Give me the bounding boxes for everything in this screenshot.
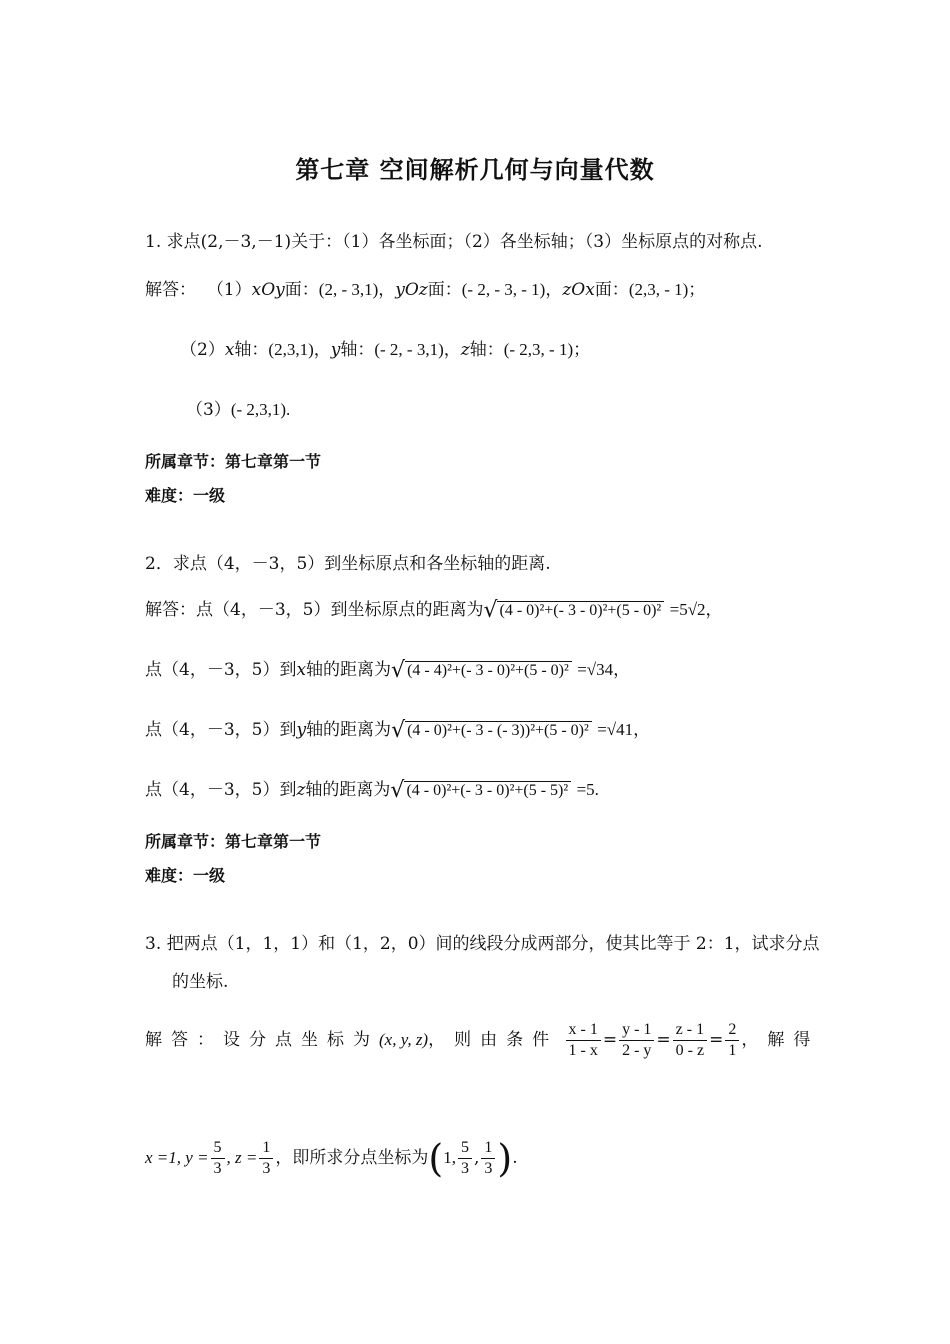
- yoz-result: (- 2, - 3, - 1): [461, 280, 546, 299]
- origin-result: (- 2,3,1).: [230, 400, 291, 419]
- q1-difficulty: 难度：一级: [145, 486, 226, 505]
- sqrt-expression: √ (4 - 0)²+(- 3 - (- 3))²+(5 - 0)²: [391, 718, 592, 743]
- fraction: $\frac{2}{1}$: [725, 1020, 739, 1061]
- q2-question: 2．求点（4，－3，5）到坐标原点和各坐标轴的距离.: [145, 554, 551, 574]
- q2-answer-line2: 点（4，－3，5）到x轴的距离为√ (4 - 4)²+(- 3 - 0)²+(5 - 0)² =√34，: [145, 658, 631, 683]
- q2-difficulty: 难度：一级: [145, 866, 226, 885]
- sqrt-expression: √ (4 - 4)²+(- 3 - 0)²+(5 - 0)²: [391, 658, 572, 683]
- distance-origin: =5√2: [669, 600, 706, 619]
- q2-answer-line4: 点（4，－3，5）到z轴的距离为√ (4 - 0)²+(- 3 - 0)²+(5 - 5)² =5.: [145, 778, 599, 803]
- fraction: $\frac{y - 1}{2 - y}$: [619, 1020, 654, 1061]
- distance-z-axis: =5.: [576, 780, 599, 799]
- q3-question-line2: 的坐标.: [172, 972, 229, 992]
- sqrt-expression: √ (4 - 0)²+(- 3 - 0)²+(5 - 0)²: [483, 598, 664, 623]
- q1-answer-line3: （3）(- 2,3,1).: [186, 400, 291, 420]
- fraction: $\frac{5}{3}$: [458, 1138, 472, 1179]
- distance-x-axis: =√34: [577, 660, 614, 679]
- fraction: $\frac{5}{3}$: [211, 1138, 225, 1179]
- q2-answer-line1: 解答：点（4，－3，5）到坐标原点的距离为√ (4 - 0)²+(- 3 - 0)²+(5 - 0)² =5√2，: [145, 598, 723, 623]
- answer-label: 解答：: [145, 280, 196, 300]
- q1-answer-line1: 解答： （1）xOy面：(2, - 3,1)，yOz面：(- 2, - 3, - 1)，zOx面：(2,3, - 1)；: [145, 280, 706, 300]
- chapter-title: 第七章 空间解析几何与向量代数: [295, 156, 655, 184]
- q3-answer-line2: x =1, y = $\frac{5}{3}$ , z = $\frac{1}{3}$ ，即所求分点坐标为(1, $\frac{5}{3}$ , $\frac{1}{3}$ ).: [145, 1136, 518, 1181]
- fraction: $\frac{z - 1}{0 - z}$: [673, 1020, 707, 1061]
- fraction: $\frac{1}{3}$: [259, 1138, 273, 1179]
- x-axis-result: (2,3,1): [268, 340, 314, 359]
- xoy-result: (2, - 3,1): [318, 280, 379, 299]
- distance-y-axis: =√41: [597, 720, 634, 739]
- q1-section: 所属章节：第七章第一节: [145, 452, 322, 471]
- plane-zox: zOx: [562, 280, 595, 300]
- point-xyz: (x, y, z): [379, 1030, 429, 1049]
- y-axis-result: (- 2, - 3,1): [374, 340, 444, 359]
- fraction: $\frac{1}{3}$: [481, 1138, 495, 1179]
- plane-xoy: xOy: [251, 280, 285, 300]
- q1-question: 1. 求点(2,－3,－1)关于：（1）各坐标面；（2）各坐标轴；（3）坐标原点的对称点.: [145, 232, 763, 252]
- plane-yoz: yOz: [395, 280, 428, 300]
- zox-result: (2,3, - 1): [628, 280, 689, 299]
- sqrt-expression: √ (4 - 0)²+(- 3 - 0)²+(5 - 5)²: [390, 778, 571, 803]
- q3-question-line1: 3. 把两点（1，1，1）和（1，2，0）间的线段分成两部分，使其比等于 2：1，试求分点: [145, 934, 820, 954]
- q2-section: 所属章节：第七章第一节: [145, 832, 322, 851]
- fraction: $\frac{x - 1}{1 - x}$: [566, 1020, 601, 1061]
- z-axis-result: (- 2,3, - 1): [503, 340, 574, 359]
- q3-answer-line1: 解答：设分点坐标为(x, y, z)，则由条件 $\frac{x - 1}{1 - x}$ = $\frac{y - 1}{2 - y}$ = $\frac{z - 1}{0 - z}$ = $\frac{2}{1}$ ，解得: [145, 1021, 820, 1059]
- q1-answer-line2: （2）x轴：(2,3,1)，y轴：(- 2, - 3,1)，z轴：(- 2,3, - 1)；: [180, 340, 591, 360]
- q2-answer-line3: 点（4，－3，5）到y轴的距离为√ (4 - 0)²+(- 3 - (- 3))²+(5 - 0)² =√41，: [145, 718, 651, 743]
